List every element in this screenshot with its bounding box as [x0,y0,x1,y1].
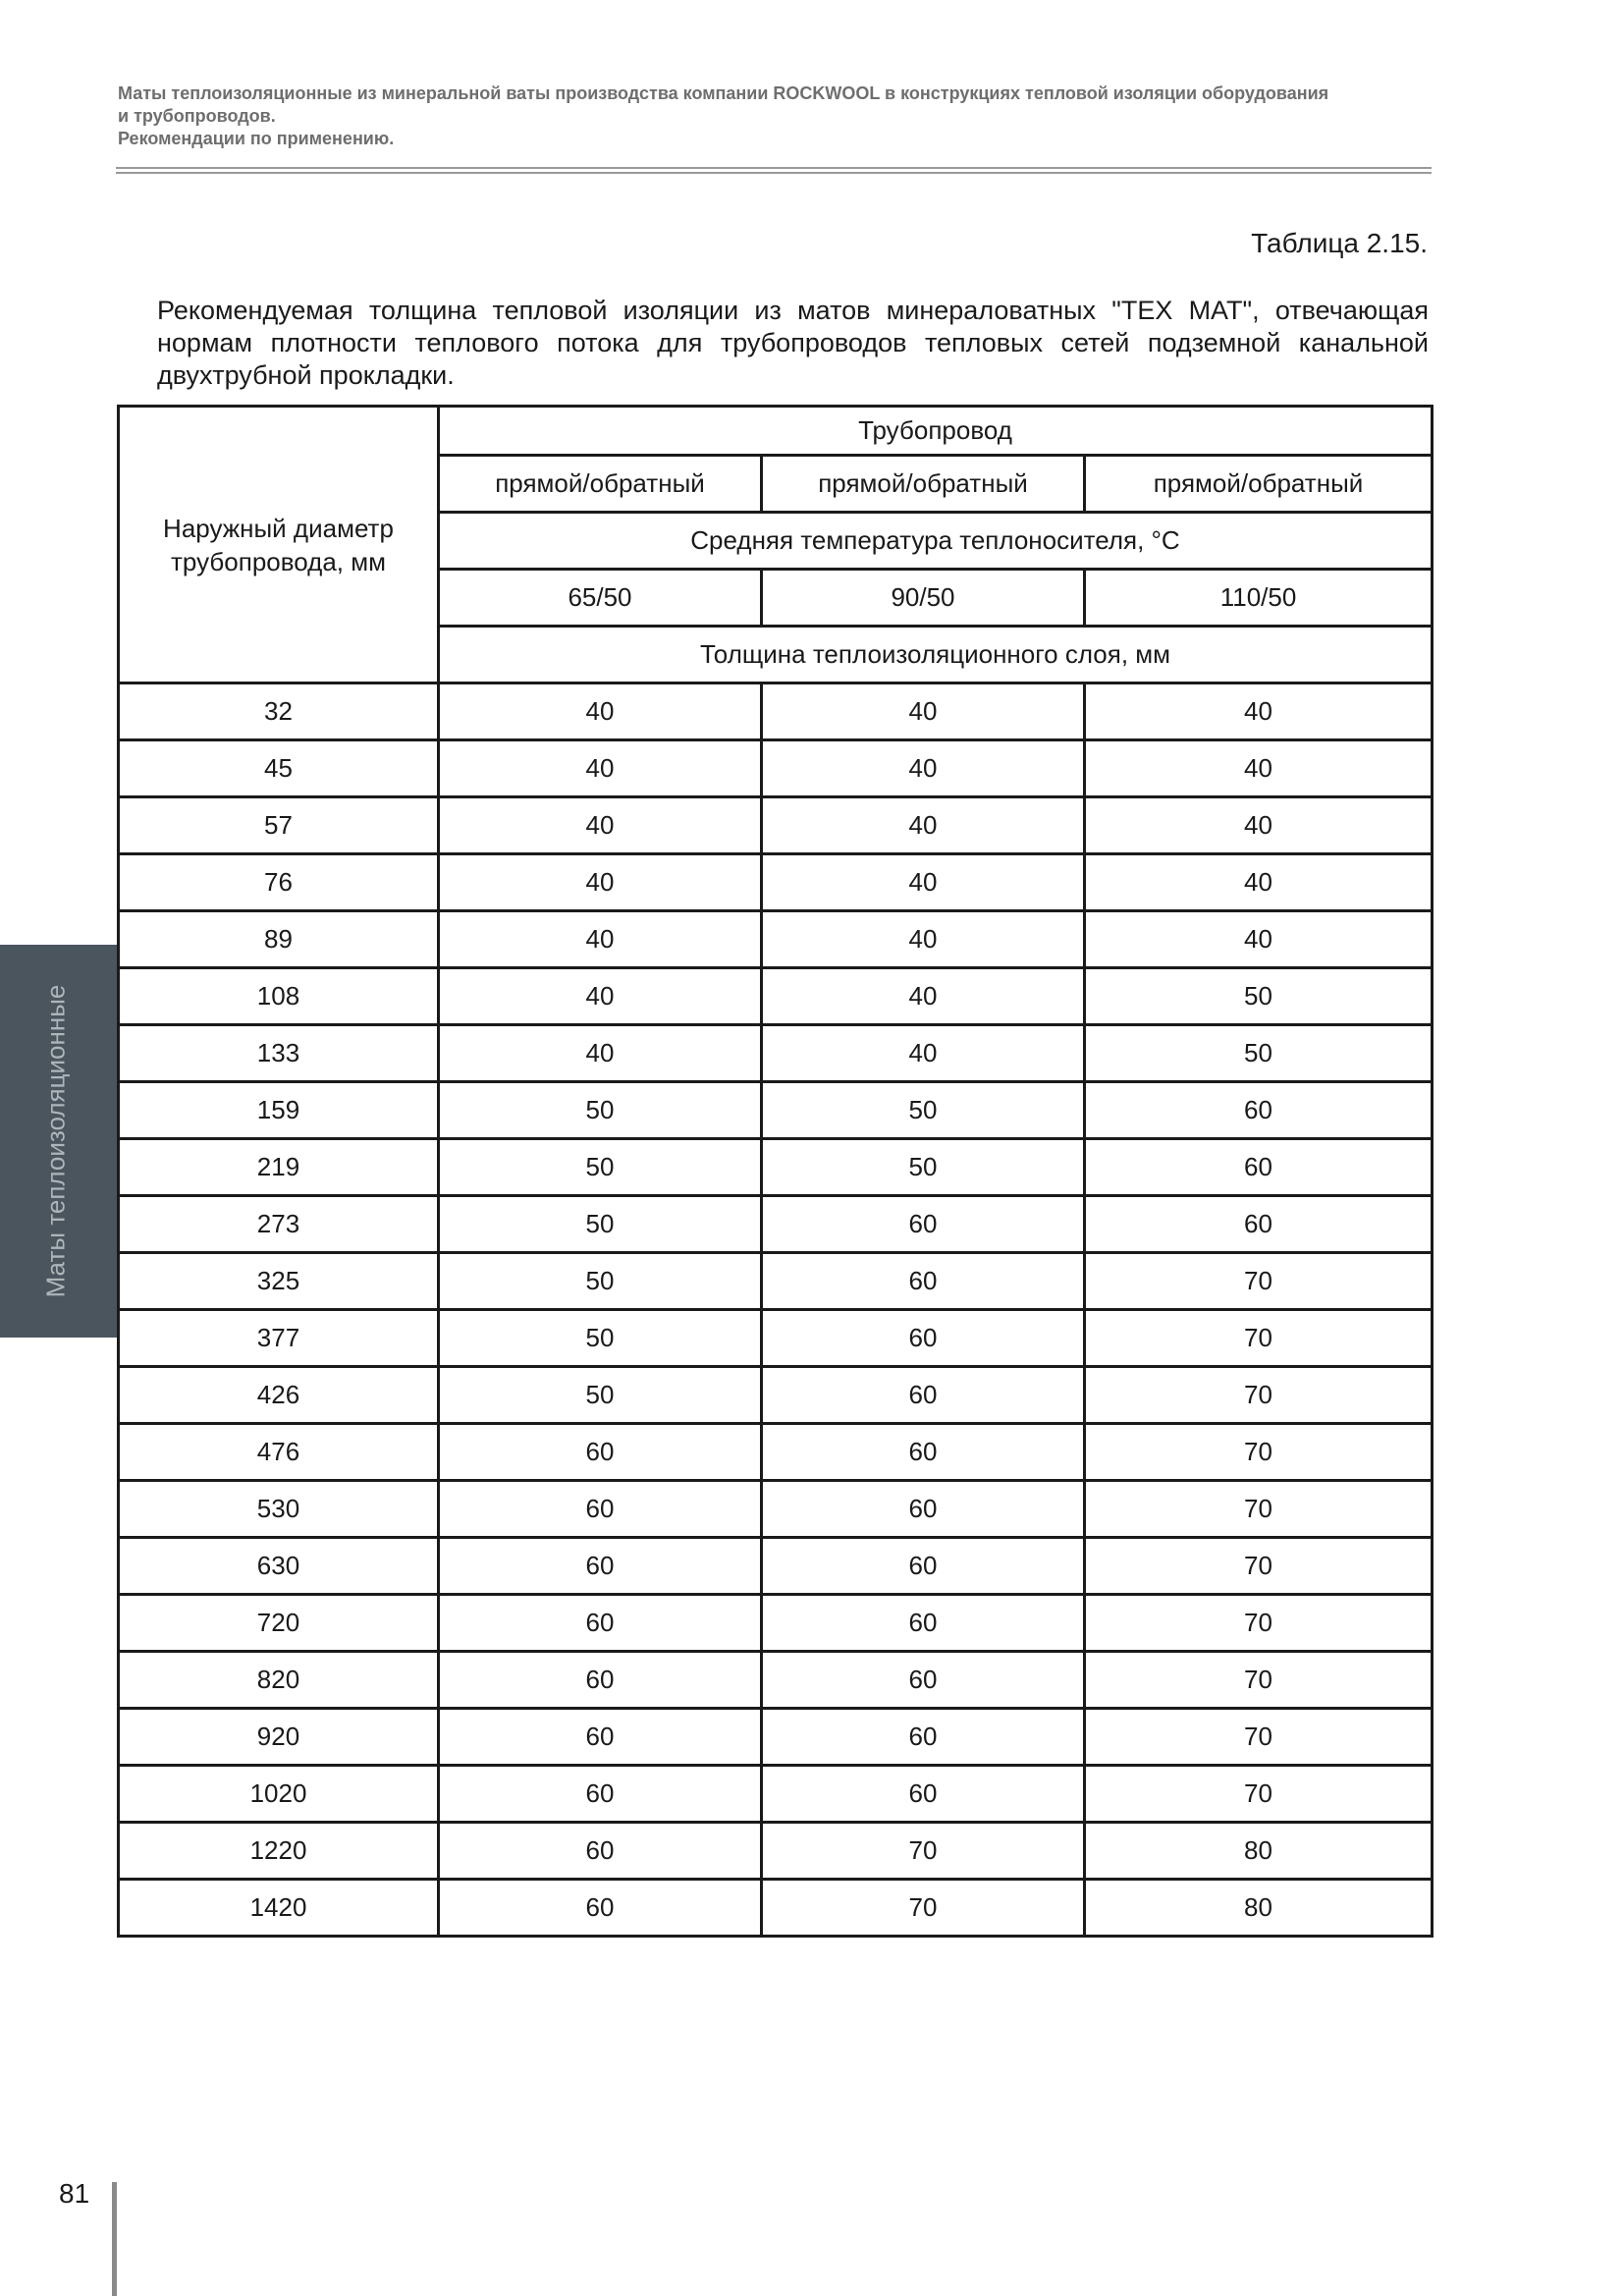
table-cell-thickness: 60 [762,1652,1085,1709]
table-cell-thickness: 60 [762,1709,1085,1766]
table-cell-thickness: 40 [1085,740,1433,797]
table-cell-thickness: 50 [1085,968,1433,1025]
column-header-direction: прямой/обратный [762,456,1085,513]
table-cell-thickness: 40 [439,854,762,911]
table-cell-thickness: 60 [439,1538,762,1595]
table-cell-thickness: 50 [762,1139,1085,1196]
table-cell-thickness: 60 [439,1766,762,1823]
table-cell-diameter: 133 [119,1025,439,1082]
running-header-line: и трубопроводов. [118,106,276,126]
table-row [119,740,1433,797]
table-cell-thickness: 60 [762,1766,1085,1823]
table-cell-thickness: 60 [439,1481,762,1538]
table-cell-thickness: 60 [762,1196,1085,1253]
table-row [119,1766,1433,1823]
running-header [118,82,1434,150]
column-header-temperature-value: 110/50 [1085,570,1433,627]
side-section-tab [0,945,117,1338]
table-cell-diameter: 219 [119,1139,439,1196]
table-cell-thickness: 50 [439,1196,762,1253]
table-cell-thickness: 80 [1085,1880,1433,1937]
table-row [119,1652,1433,1709]
table-cell-thickness: 40 [439,740,762,797]
table-cell-diameter: 1020 [119,1766,439,1823]
table-cell-thickness: 70 [1085,1367,1433,1424]
column-header-temperature-value: 65/50 [439,570,762,627]
table-cell-thickness: 70 [1085,1253,1433,1310]
table-row [119,1082,1433,1139]
table-cell-thickness: 60 [439,1424,762,1481]
table-cell-diameter: 108 [119,968,439,1025]
table-cell-thickness: 40 [762,740,1085,797]
table-cell-thickness: 50 [762,1082,1085,1139]
column-header-direction: прямой/обратный [439,456,762,513]
table-cell-thickness: 70 [1085,1595,1433,1652]
column-header-direction: прямой/обратный [1085,456,1433,513]
table-cell-thickness: 40 [439,911,762,968]
table-cell-diameter: 426 [119,1367,439,1424]
table-cell-diameter: 273 [119,1196,439,1253]
table-cell-thickness: 60 [439,1709,762,1766]
table-cell-thickness: 40 [1085,797,1433,854]
table-cell-thickness: 40 [762,911,1085,968]
column-header-temperature-value: 90/50 [762,570,1085,627]
table-cell-thickness: 60 [439,1880,762,1937]
table-cell-thickness: 70 [1085,1310,1433,1367]
table-row [119,1595,1433,1652]
table-cell-thickness: 40 [439,968,762,1025]
table-cell-thickness: 40 [762,1025,1085,1082]
table-cell-thickness: 40 [1085,854,1433,911]
table-cell-diameter: 377 [119,1310,439,1367]
table-row [119,1424,1433,1481]
table-cell-thickness: 50 [439,1253,762,1310]
table-row [119,1139,1433,1196]
table-cell-thickness: 40 [439,1025,762,1082]
table-cell-thickness: 40 [762,968,1085,1025]
table-cell-thickness: 40 [439,797,762,854]
side-section-tab-label: Маты теплоизоляционные [40,984,71,1298]
table-cell-thickness: 70 [1085,1481,1433,1538]
table-cell-thickness: 50 [1085,1025,1433,1082]
table-cell-thickness: 40 [1085,911,1433,968]
table-cell-diameter: 76 [119,854,439,911]
header-divider [116,167,1432,169]
column-header-outer-diameter: Наружный диаметр трубопровода, мм [119,407,439,683]
table-cell-thickness: 70 [1085,1424,1433,1481]
table-cell-thickness: 60 [762,1595,1085,1652]
running-header-line: Маты теплоизоляционные из минеральной ваты производства компании ROCKWOOL в конструкциях тепловой изоляции оборудования [118,83,1329,103]
table-row [119,1196,1433,1253]
footer-bar [112,2182,117,2296]
running-header-line: Рекомендации по применению. [118,129,395,148]
table-row [119,1367,1433,1424]
table-cell-diameter: 32 [119,683,439,740]
table-row [119,968,1433,1025]
insulation-thickness-table [117,405,1434,1938]
table-cell-thickness: 60 [1085,1139,1433,1196]
table-cell-thickness: 60 [762,1253,1085,1310]
table-cell-diameter: 820 [119,1652,439,1709]
table-cell-diameter: 57 [119,797,439,854]
table-cell-thickness: 50 [439,1367,762,1424]
table-body [119,683,1433,1937]
table-cell-diameter: 89 [119,911,439,968]
header-divider [116,172,1432,174]
table-cell-diameter: 476 [119,1424,439,1481]
table-row [119,1880,1433,1937]
table-row [119,1310,1433,1367]
table-cell-thickness: 60 [762,1310,1085,1367]
table-cell-thickness: 70 [762,1823,1085,1880]
table-cell-diameter: 1220 [119,1823,439,1880]
table-cell-thickness: 70 [1085,1538,1433,1595]
table-cell-thickness: 70 [1085,1766,1433,1823]
table-cell-thickness: 60 [439,1652,762,1709]
table-cell-thickness: 50 [439,1082,762,1139]
table-row [119,1481,1433,1538]
table-row [119,1709,1433,1766]
table-cell-diameter: 630 [119,1538,439,1595]
table-row [119,854,1433,911]
table-cell-thickness: 70 [1085,1652,1433,1709]
table-cell-thickness: 40 [762,683,1085,740]
table-cell-thickness: 60 [762,1538,1085,1595]
column-header-temperature: Средняя температура теплоносителя, °С [439,513,1433,570]
table-cell-thickness: 60 [439,1823,762,1880]
table-cell-thickness: 40 [762,797,1085,854]
table-cell-thickness: 40 [439,683,762,740]
table-row [119,911,1433,968]
table-cell-thickness: 40 [1085,683,1433,740]
table-caption: Рекомендуемая толщина тепловой изоляции из матов минераловатных "TEX MAT", отвечающая нормам плотности теплового потока для трубопроводов тепловых сетей подземной канальной двухтрубной прокладки. [157,296,1429,390]
table-row [119,797,1433,854]
table-cell-thickness: 60 [762,1481,1085,1538]
table-cell-thickness: 70 [762,1880,1085,1937]
table-cell-thickness: 60 [762,1424,1085,1481]
table-cell-thickness: 70 [1085,1709,1433,1766]
table-cell-thickness: 80 [1085,1823,1433,1880]
column-header-thickness: Толщина теплоизоляционного слоя, мм [439,627,1433,683]
table-cell-diameter: 1420 [119,1880,439,1937]
table-cell-thickness: 60 [439,1595,762,1652]
table-cell-thickness: 40 [762,854,1085,911]
column-header-pipeline: Трубопровод [439,407,1433,456]
table-row [119,1823,1433,1880]
page-number: 81 [59,2178,90,2209]
table-row [119,683,1433,740]
table-cell-diameter: 45 [119,740,439,797]
table-cell-diameter: 920 [119,1709,439,1766]
table-cell-thickness: 50 [439,1310,762,1367]
table-row [119,1253,1433,1310]
table-cell-thickness: 60 [762,1367,1085,1424]
table-cell-thickness: 60 [1085,1196,1433,1253]
table-cell-thickness: 60 [1085,1082,1433,1139]
table-cell-diameter: 720 [119,1595,439,1652]
table-row [119,1025,1433,1082]
table-cell-diameter: 159 [119,1082,439,1139]
table-cell-diameter: 530 [119,1481,439,1538]
table-number: Таблица 2.15. [1251,228,1428,258]
table-row [119,1538,1433,1595]
table-cell-thickness: 50 [439,1139,762,1196]
table-cell-diameter: 325 [119,1253,439,1310]
